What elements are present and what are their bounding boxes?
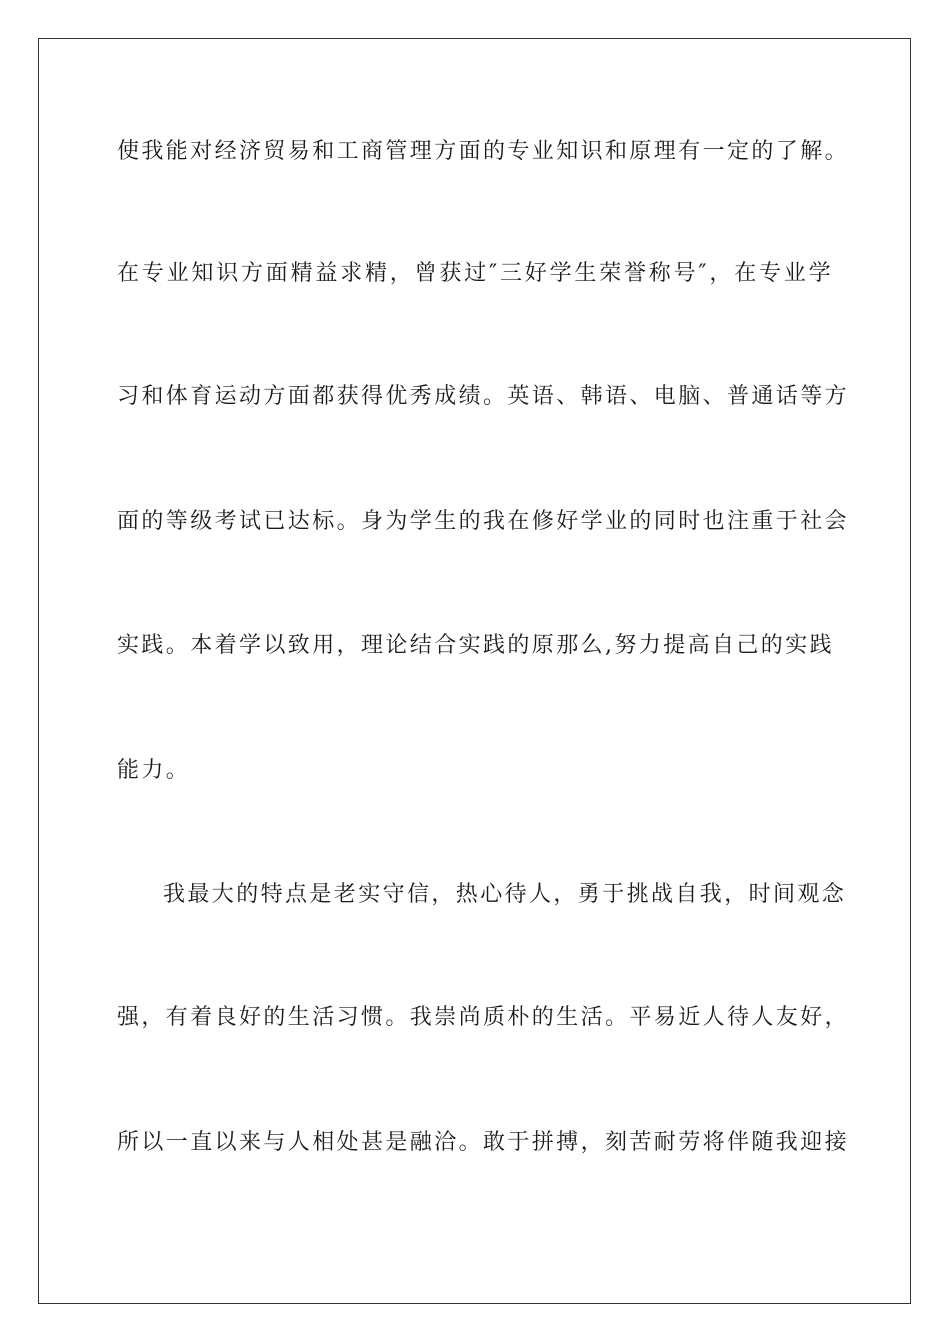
- paragraph-line: 习和体育运动方面都获得优秀成绩。英语、韩语、电脑、普通话等方: [117, 384, 850, 409]
- paragraph-line: 在专业知识方面精益求精，曾获过″三好学生荣誉称号″，在专业学: [117, 261, 833, 286]
- paragraph-line: 实践。本着学以致用，理论结合实践的原那么,努力提高自己的实践: [117, 633, 834, 658]
- paragraph-line: 使我能对经济贸易和工商管理方面的专业知识和原理有一定的了解。: [117, 139, 850, 164]
- paragraph-line: 强，有着良好的生活习惯。我崇尚质朴的生活。平易近人待人友好，: [117, 1005, 850, 1030]
- page-border: [38, 38, 911, 1304]
- paragraph-line: 面的等级考试已达标。身为学生的我在修好学业的同时也注重于社会: [117, 509, 850, 534]
- paragraph-line: 能力。: [117, 758, 191, 783]
- paragraph-line: 我最大的特点是老实守信，热心待人，勇于挑战自我，时间观念: [163, 882, 847, 907]
- paragraph-line: 所以一直以来与人相处甚是融洽。敢于拼搏，刻苦耐劳将伴随我迎接: [117, 1130, 850, 1155]
